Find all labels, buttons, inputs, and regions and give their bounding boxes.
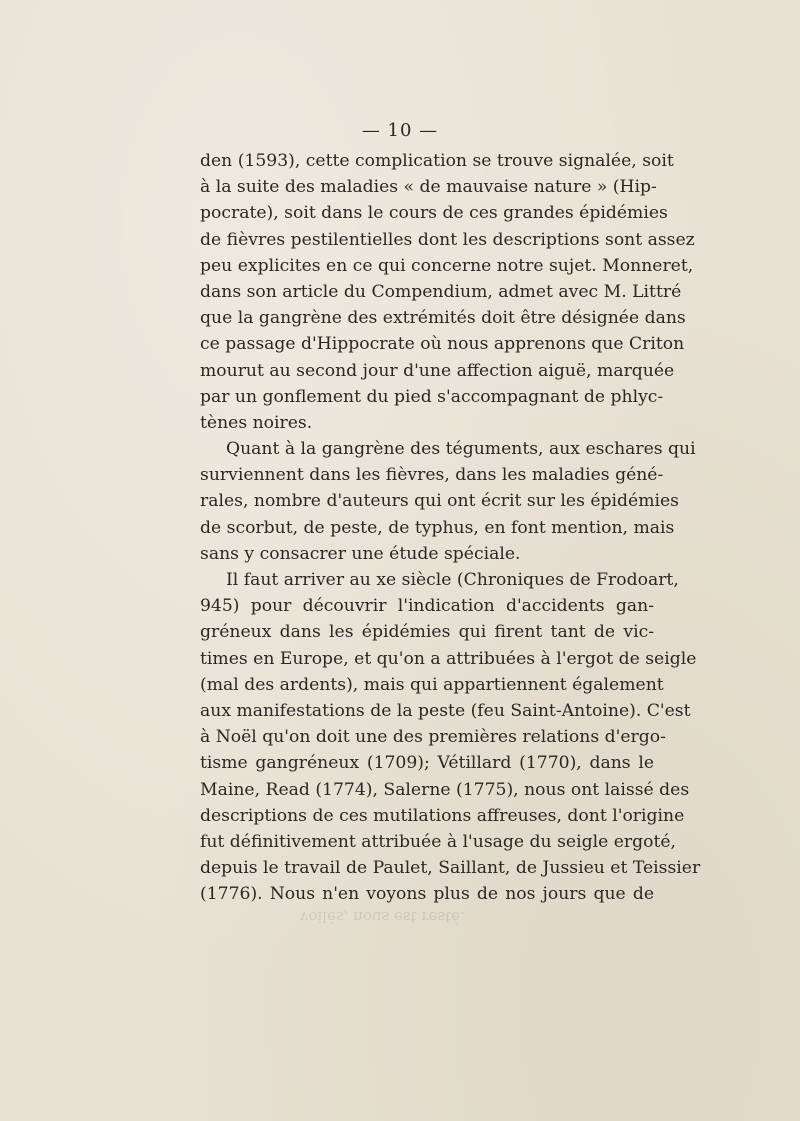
text-line: aux manifestations de la peste (feu Saint-Antoine). C'est <box>200 700 691 721</box>
text-line: depuis le travail de Paulet, Saillant, de Jussieu et Teissier <box>200 858 701 879</box>
text-line: que la gangrène des extrémités doit être désignée dans <box>200 308 686 329</box>
text-line: pocrate), soit dans le cours de ces grandes épidémies <box>200 203 668 224</box>
body-text <box>200 148 701 907</box>
text-line: (mal des ardents), mais qui appartiennent également <box>200 674 664 695</box>
paragraph-start-line: Il faut arriver au xe siècle (Chroniques de Frodoart, <box>226 570 679 590</box>
paragraph-start-line: Quant à la gangrène des téguments, aux eschares qui <box>226 439 696 460</box>
text-line: rales, nombre d'auteurs qui ont écrit sur les épidémies <box>200 491 679 512</box>
text-line: den (1593), cette complication se trouve signalée, soit <box>200 151 674 171</box>
text-line: fut définitivement attribuée à l'usage du seigle ergoté, <box>200 831 676 852</box>
text-line: ce passage d'Hippocrate où nous apprenons que Criton <box>200 334 685 355</box>
text-line: tisme gangréneux (1709); Vétillard (1770), dans le <box>200 753 654 774</box>
text-line: à la suite des maladies « de mauvaise nature » (Hip- <box>200 177 657 198</box>
page-number: — 10 — <box>361 120 439 141</box>
text-line: mourut au second jour d'une affection aiguë, marquée <box>200 360 675 381</box>
text-line: 945) pour découvrir l'indication d'accidents gan- <box>200 596 654 617</box>
text-line: à Noël qu'on doit une des premières relations d'ergo- <box>200 727 666 748</box>
text-line: de fièvres pestilentielles dont les descriptions sont assez <box>200 229 695 250</box>
text-line: times en Europe, et qu'on a attribuées à l'ergot de seigle <box>200 648 697 669</box>
text-line: peu explicites en ce qui concerne notre sujet. Monneret, <box>200 255 694 276</box>
bleed-through-text: voilés, nous est resté. <box>300 908 465 926</box>
text-line: tènes noires. <box>200 412 313 433</box>
text-line: de scorbut, de peste, de typhus, en font mention, mais <box>200 517 675 538</box>
text-line: sans y consacrer une étude spéciale. <box>200 543 521 564</box>
text-line: gréneux dans les épidémies qui firent tant de vic- <box>200 622 654 643</box>
text-line: descriptions de ces mutilations affreuses, dont l'origine <box>200 805 685 826</box>
text-line: par un gonflement du pied s'accompagnant de phlyc- <box>200 386 664 407</box>
text-line: surviennent dans les fièvres, dans les maladies géné- <box>200 465 664 486</box>
text-line: dans son article du Compendium, admet avec M. Littré <box>200 281 682 302</box>
text-line: (1776). Nous n'en voyons plus de nos jours que de <box>200 884 654 905</box>
text-line: Maine, Read (1774), Salerne (1775), nous ont laissé des <box>200 779 690 800</box>
